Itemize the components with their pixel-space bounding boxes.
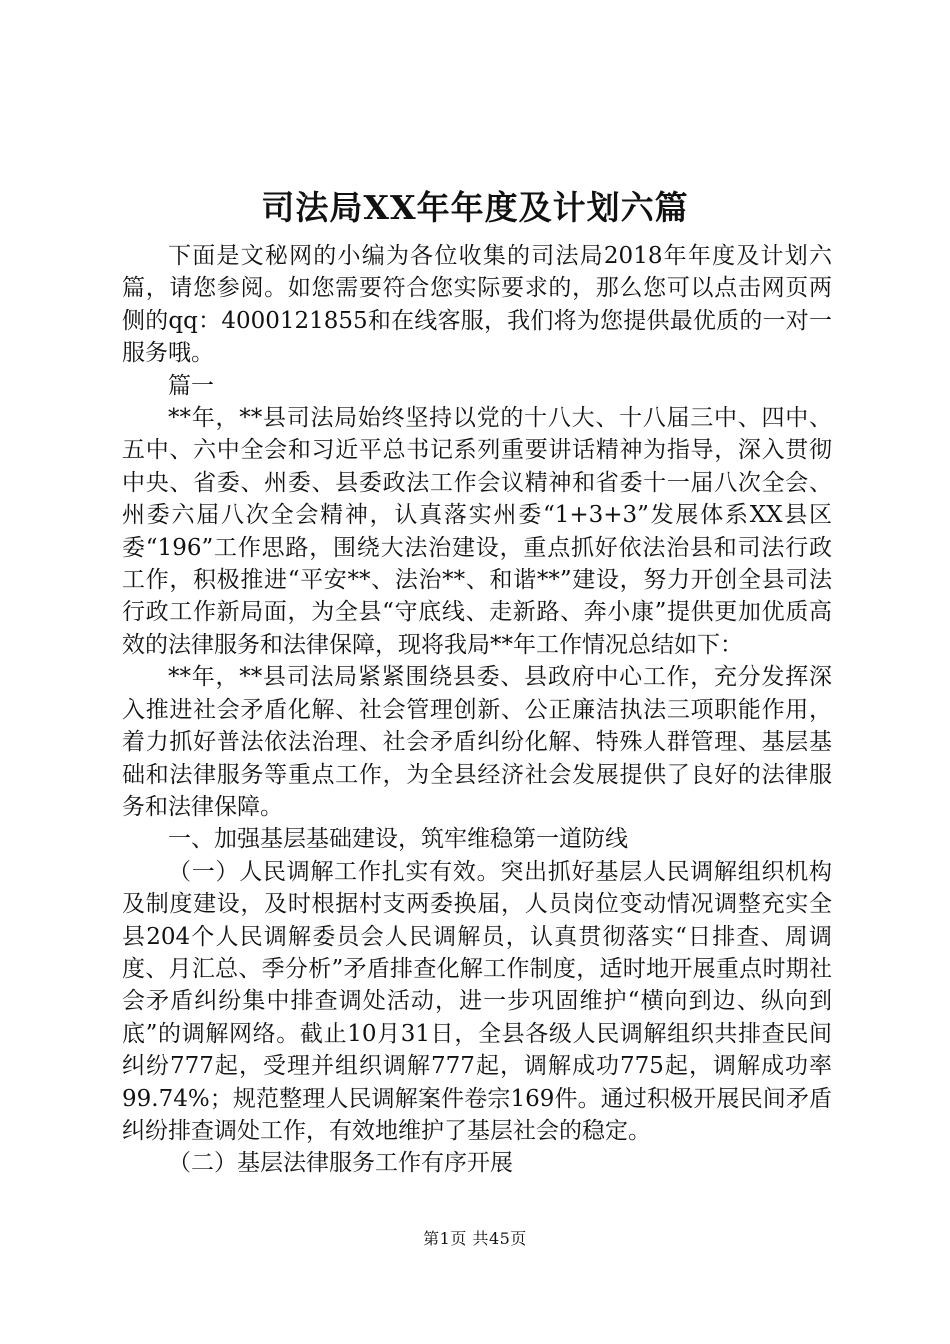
body-paragraph: **年，**县司法局紧紧围绕县委、县政府中心工作，充分发挥深入推进社会矛盾化解、社会管理创新、公正廉洁执法三项职能作用，着力抓好普法依法治理、社会矛盾纠纷化解、特殊人群管理、基层基础和法律服务等重点工作，为全县经济社会发展提供了良好的法律服务和法律保障。 [122,664,832,820]
body-paragraph: （一）人民调解工作扎实有效。突出抓好基层人民调解组织机构及制度建设，及时根据村支两委换届，人员岗位变动情况调整充实全县204个人民调解委员会人民调解员，认真贯彻落实“日排查、周调度、月汇总、季分析”矛盾排查化解工作制度，适时地开展重点时期社会矛盾纠纷集中排查调处活动，进一步巩固维护“横向到边、纵向到底”的调解网络。截止10月31日，全县各级人民调解组织共排查民间纠纷777起，受理并组织调解777起，调解成功775起，调解成功率99.74%；规范整理人民调解案件卷宗169件。通过积极开展民间矛盾纠纷排查调处工作，有效地维护了基层社会的稳定。 [122,858,832,1144]
document-body [122,240,832,1180]
section-heading-part-one: 篇一 [168,372,214,399]
subsection-heading: （二）基层法律服务工作有序开展 [168,1150,513,1177]
section-heading: 一、加强基层基础建设，筑牢维稳第一道防线 [168,826,628,853]
document-title: 司法局XX年年度及计划六篇 [261,188,689,227]
intro-paragraph: 下面是文秘网的小编为各位收集的司法局2018年年度及计划六篇，请您参阅。如您需要符合您实际要求的，那么您可以点击网页两侧的qq：4000121855和在线客服，我们将为您提供最优质的一对一服务哦。 [122,243,832,367]
page-footer: 第1页 共45页 [423,1229,527,1248]
body-paragraph: **年，**县司法局始终坚持以党的十八大、十八届三中、四中、五中、六中全会和习近平总书记系列重要讲话精神为指导，深入贯彻中央、省委、州委、县委政法工作会议精神和省委十一届八次全会、州委六届八次全会精神，认真落实州委“1+3+3”发展体系XX县区委“196”工作思路，围绕大法治建设，重点抓好依法治县和司法行政工作，积极推进“平安**、法治**、和谐**”建设，努力开创全县司法行政工作新局面，为全县“守底线、走新路、奔小康”提供更加优质高效的法律服务和法律保障，现将我局**年工作情况总结如下： [122,405,832,658]
